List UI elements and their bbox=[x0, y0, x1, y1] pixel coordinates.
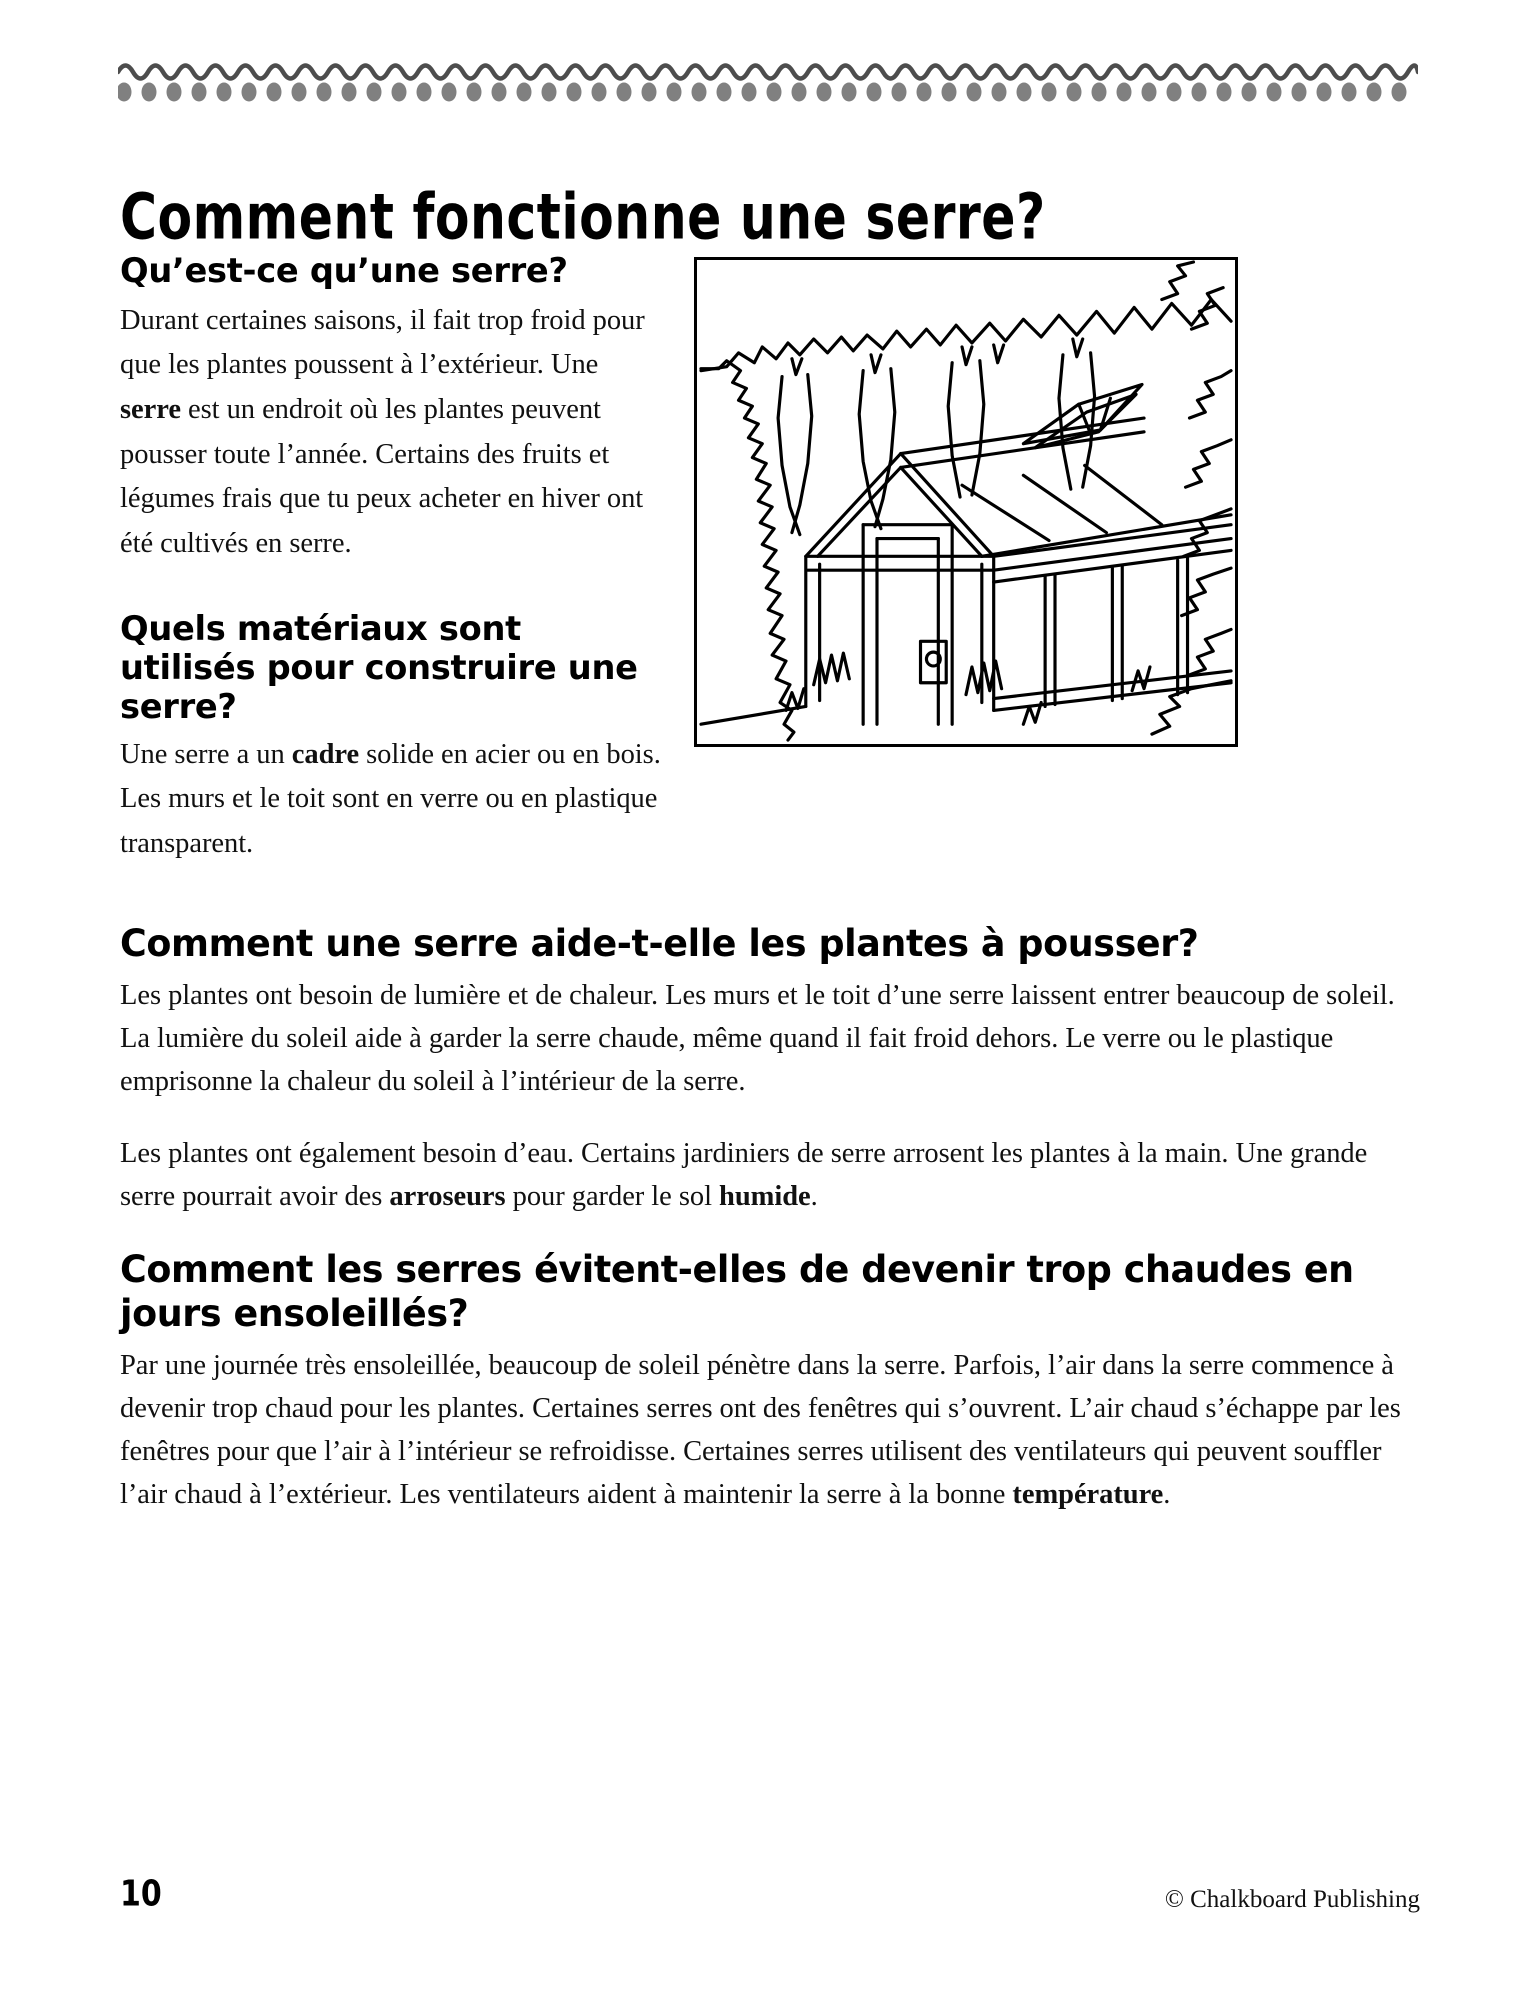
heading-what-is-a-greenhouse: Qu’est-ce qu’une serre? bbox=[120, 251, 568, 291]
bold-term-arroseurs: arroseurs bbox=[389, 1180, 506, 1212]
header-decoration bbox=[118, 58, 1418, 110]
heading-too-hot: Comment les serres évitent-elles de devenir trop chaudes en jours ensoleillés? bbox=[120, 1248, 1354, 1335]
intro-block bbox=[120, 252, 1420, 892]
page-number: 10 bbox=[120, 1873, 162, 1915]
page-title: Comment fonctionne une serre? bbox=[120, 181, 1046, 255]
text-run: Les plantes ont également besoin d’eau. Certains jardiniers de serre arrosent les plantes à la main. Une grande serre pourrait avoir des bbox=[120, 1137, 1368, 1212]
text-run: Durant certaines saisons, il fait trop froid pour que les plantes poussent à l’extérieur. Une bbox=[120, 304, 645, 381]
paragraph-materials bbox=[120, 733, 662, 867]
content-area bbox=[120, 252, 1420, 1517]
text-run: . bbox=[1163, 1479, 1171, 1511]
paragraph-too-hot bbox=[120, 1344, 1420, 1517]
text-run: est un endroit où les plantes peuvent pousser toute l’année. Certains des fruits et légumes frais que tu peux acheter en hiver ont été cultivés en serre. bbox=[120, 393, 644, 559]
bold-term-cadre: cadre bbox=[291, 738, 360, 770]
left-column bbox=[120, 252, 662, 866]
heading-helps-plants: Comment une serre aide-t-elle les plantes à pousser? bbox=[120, 922, 1199, 965]
text-run: Par une journée très ensoleillée, beaucoup de soleil pénètre dans la serre. Parfois, l’air dans la serre commence à devenir trop chaud pour les plantes. Certaines serres ont des fenêtres qui s’ouvrent. L’air chaud s’échappe par les fenêtres pour que l’air à l’intérieur se refroidisse. Certaines serres utilisent des ventilateurs qui peuvent souffler l’air chaud à l’extérieur. Les ventilateurs aident à maintenir la serre à la bonne bbox=[120, 1349, 1401, 1511]
page-footer bbox=[120, 1873, 1420, 1915]
paragraph-what-is-a-greenhouse bbox=[120, 299, 662, 567]
text-run: solide en acier ou en bois. Les murs et le toit sont en verre ou en plastique transparent. bbox=[120, 738, 661, 859]
text-run: Une serre a un bbox=[120, 738, 292, 770]
copyright-notice: © Chalkboard Publishing bbox=[1164, 1886, 1420, 1913]
section-too-hot bbox=[120, 1248, 1420, 1517]
paragraph-helps-plants-1: Les plantes ont besoin de lumière et de chaleur. Les murs et le toit d’une serre laissent entrer beaucoup de soleil. La lumière du soleil aide à garder la serre chaude, même quand il fait froid dehors. Le verre ou le plastique emprisonne la chaleur du soleil à l’intérieur de la serre. bbox=[120, 979, 1395, 1098]
bold-term-temperature: température bbox=[1012, 1479, 1164, 1511]
text-run: pour garder le sol bbox=[505, 1180, 720, 1212]
spacer bbox=[120, 1218, 1420, 1248]
paragraph-helps-plants-2 bbox=[120, 1132, 1420, 1219]
bold-term-serre: serre bbox=[120, 393, 181, 425]
heading-materials: Quels matériaux sont utilisés pour construire une serre? bbox=[120, 609, 638, 727]
section-helps-plants bbox=[120, 922, 1420, 1218]
greenhouse-illustration bbox=[694, 257, 1238, 747]
spacer bbox=[120, 892, 1420, 922]
bold-term-humide: humide bbox=[719, 1180, 811, 1212]
spacer bbox=[120, 566, 662, 610]
text-run: . bbox=[810, 1180, 818, 1212]
